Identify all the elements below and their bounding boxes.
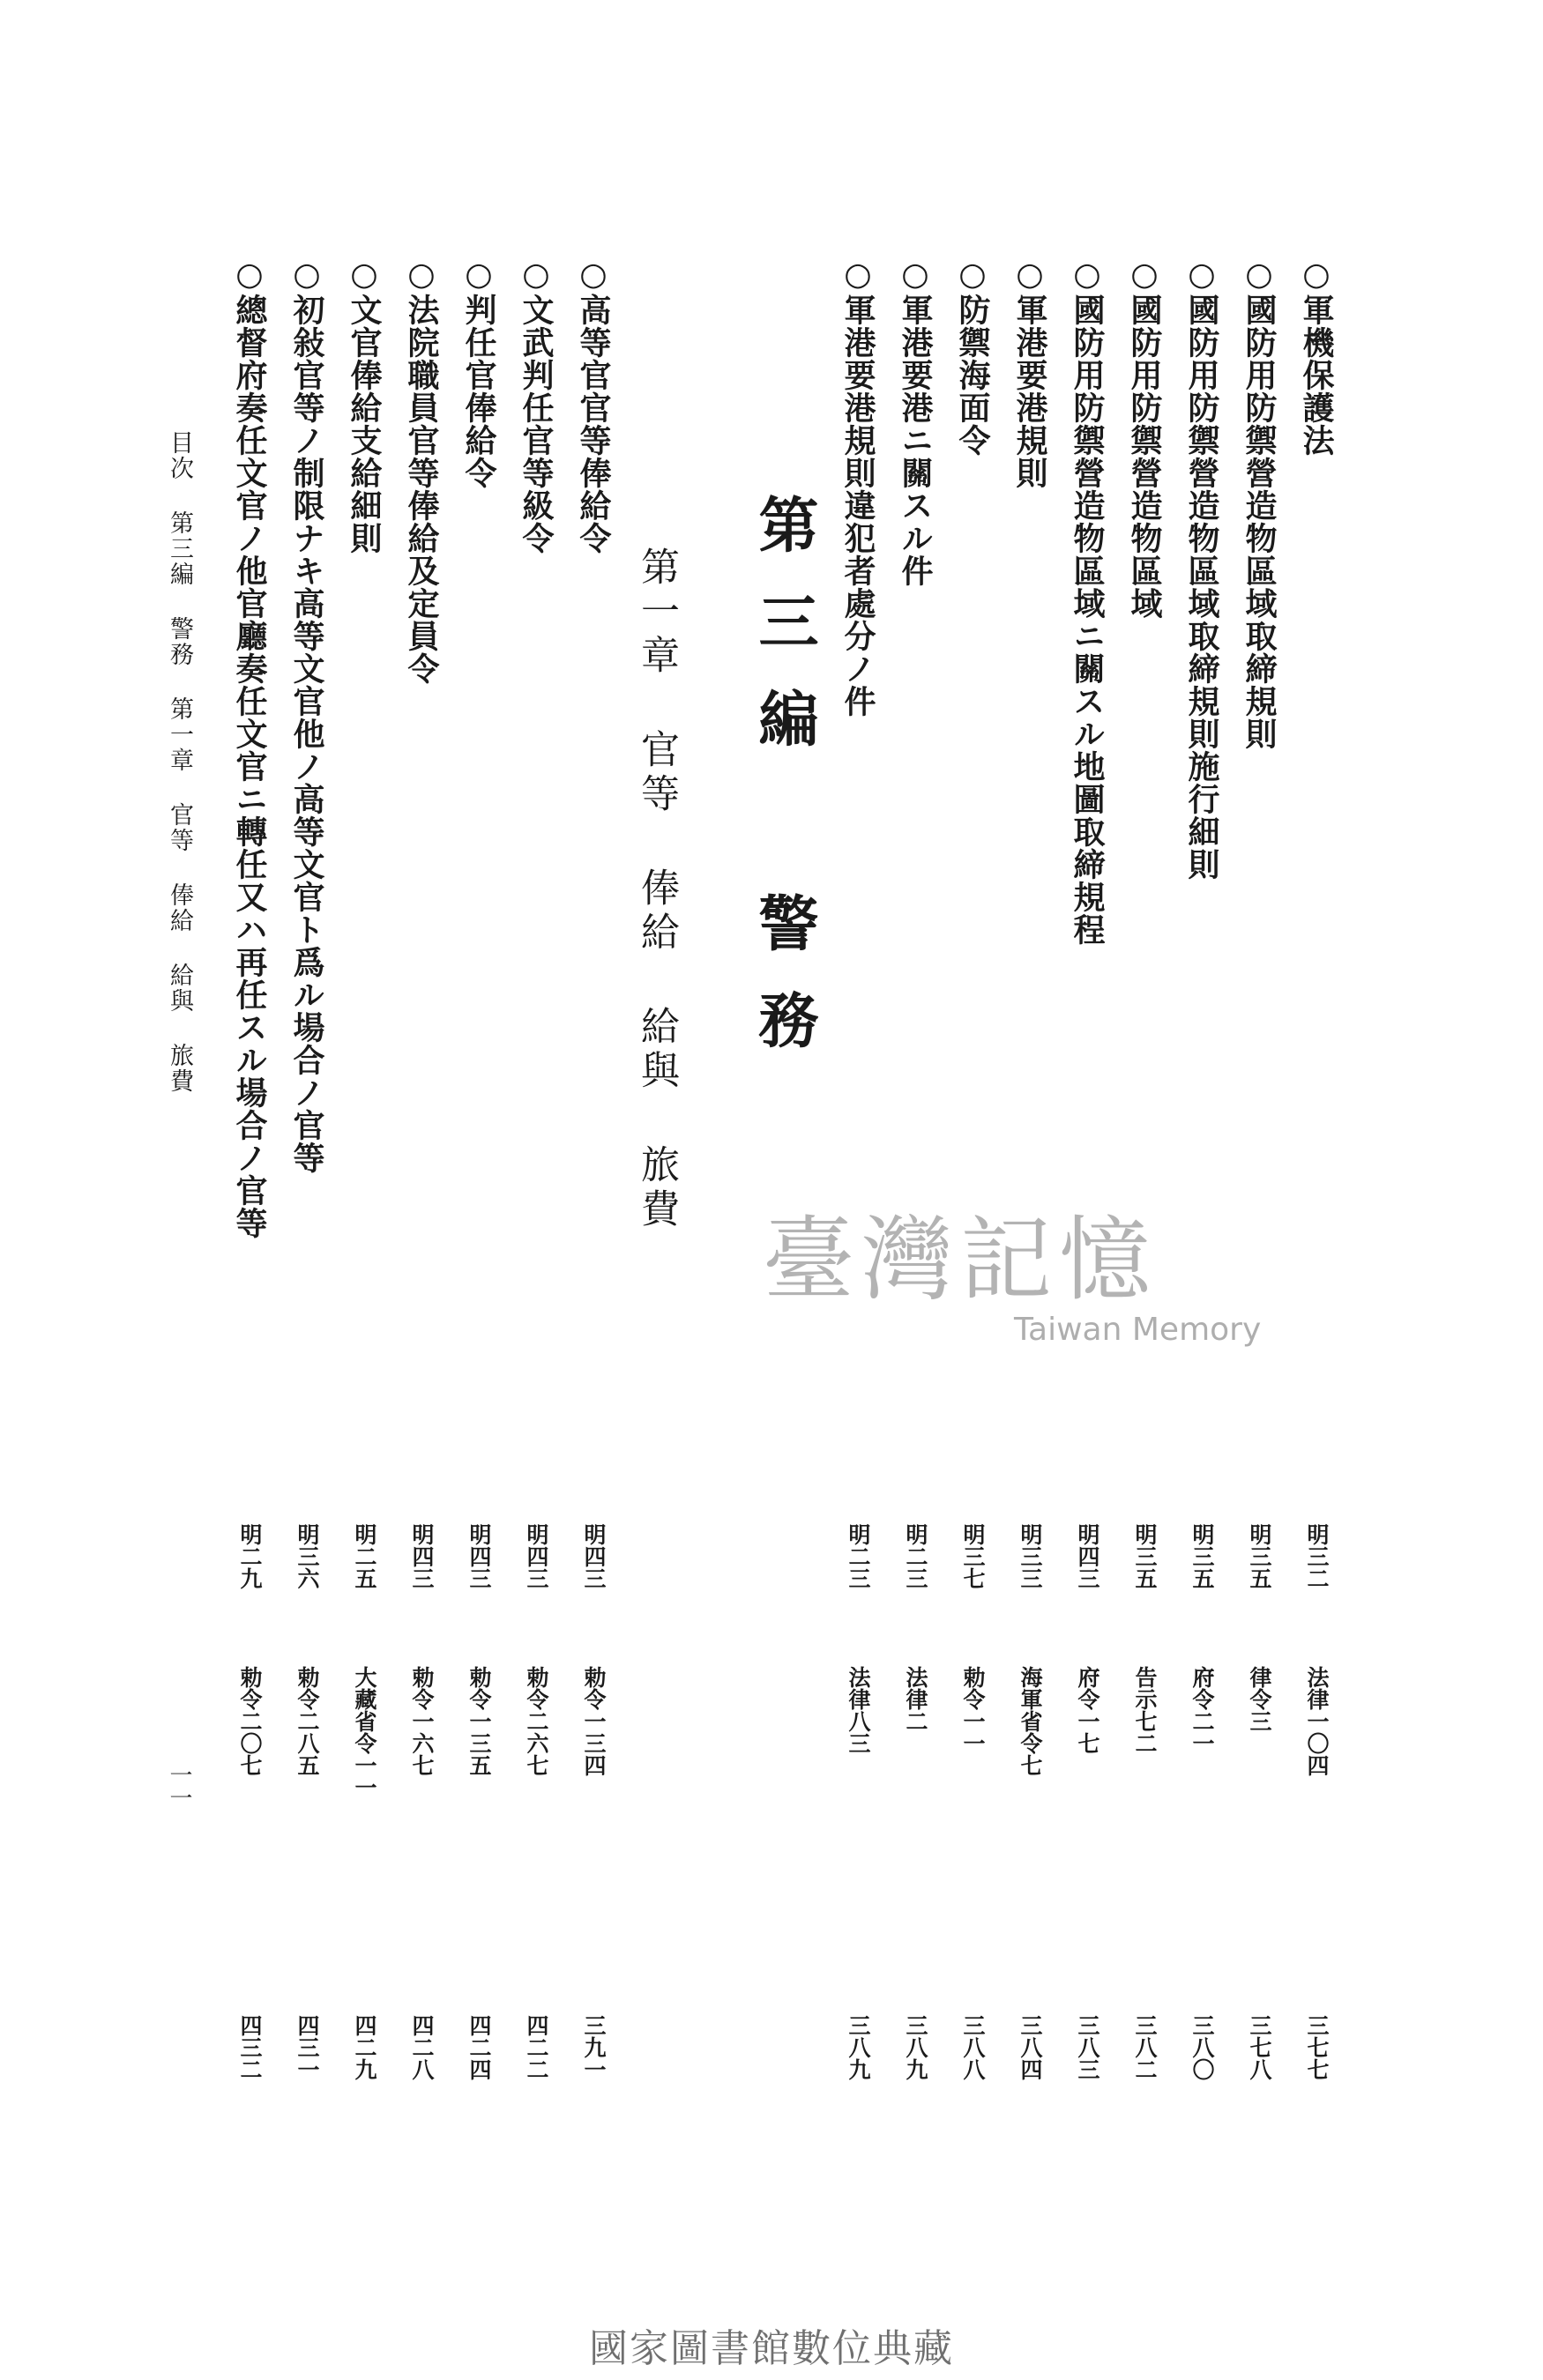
entry-year: 明三五 [1189, 1523, 1215, 1589]
entry-page: 三七八 [1247, 2014, 1272, 2080]
entry-law: 法律八三 [846, 1666, 871, 1754]
entry-year: 明三三 [1017, 1523, 1043, 1589]
entry-year: 明三二 [1304, 1523, 1330, 1589]
entry-year: 明三七 [960, 1523, 986, 1589]
entry-page: 四二九 [352, 2014, 377, 2080]
archive-stamp: 國家圖書館數位典藏 [589, 2326, 954, 2371]
entry-page: 三八八 [960, 2014, 986, 2080]
entry-year: 明四三 [409, 1523, 435, 1589]
entry-law: 法律二 [903, 1666, 928, 1732]
entry-year: 明四三 [466, 1523, 492, 1589]
entry-title: ○判任官俸給令 [460, 256, 497, 489]
entry-law: 法律一〇四 [1304, 1666, 1330, 1776]
entry-title: ○總督府奏任文官ノ他官廳奏任文官ニ轉任又ハ再任スル場合ノ官等 [231, 256, 268, 1239]
entry-title: ○文武判任官等級令 [518, 256, 555, 554]
chapter-heading: 第一章 官等 俸給 給與 旅費 [634, 547, 679, 1232]
entry-law: 勅令二八五 [294, 1666, 320, 1776]
entry-year: 明二三 [903, 1523, 928, 1589]
entry-year: 明四三 [1075, 1523, 1100, 1589]
entry-page: 四二四 [466, 2014, 492, 2080]
entry-year: 明三五 [1247, 1523, 1272, 1589]
entry-title: ○國防用防禦營造物區域取締規則 [1241, 256, 1278, 750]
entry-title: ○國防用防禦營造物區域ニ關スル地圖取締規程 [1069, 256, 1106, 946]
part-heading: 第三編 警務 [749, 494, 819, 1086]
entry-year: 明二三 [846, 1523, 871, 1589]
entry-page: 三八四 [1017, 2014, 1043, 2080]
entry-law: 府令一七 [1075, 1666, 1100, 1754]
entry-law: 勅令二〇七 [237, 1666, 263, 1776]
entry-page: 四三一 [294, 2014, 320, 2080]
entry-year: 明三六 [294, 1523, 320, 1589]
entry-law: 勅令一三五 [466, 1666, 492, 1776]
entry-title: ○軍港要港ニ關スル件 [897, 256, 934, 587]
entry-page: 四二二 [524, 2014, 549, 2080]
running-head: 目次 第三編 警務 第一章 官等 俸給 給與 旅費 [166, 430, 193, 1094]
entry-law: 告示七二 [1132, 1666, 1158, 1754]
entry-year: 明四三 [524, 1523, 549, 1589]
entry-page: 三八二 [1132, 2014, 1158, 2080]
entry-year: 明二九 [237, 1523, 263, 1589]
watermark-logo: 臺灣記憶 [763, 1206, 1159, 1313]
entry-title: ○軍港要港規則 [1011, 256, 1048, 489]
entry-page: 三八九 [903, 2014, 928, 2080]
entry-page: 三八〇 [1189, 2014, 1215, 2080]
entry-law: 律令三 [1247, 1666, 1272, 1732]
watermark-caption: Taiwan Memory [1014, 1312, 1262, 1348]
entry-title: ○法院職員官等俸給及定員令 [403, 256, 440, 685]
entry-law: 勅令二六七 [524, 1666, 549, 1776]
entry-law: 大藏省令一一 [352, 1666, 377, 1798]
entry-page: 三九一 [581, 2014, 607, 2080]
entry-title: ○初敍官等ノ制限ナキ高等文官他ノ高等文官ト爲ル場合ノ官等 [288, 256, 325, 1174]
entry-year: 明三五 [1132, 1523, 1158, 1589]
entry-page: 三七七 [1304, 2014, 1330, 2080]
entry-title: ○文官俸給支給細則 [346, 256, 383, 554]
entry-title: ○高等官官等俸給令 [575, 256, 612, 554]
entry-title: ○國防用防禦營造物區域取締規則施行細則 [1183, 256, 1220, 881]
entry-law: 海軍省令七 [1017, 1666, 1043, 1776]
entry-title: ○防禦海面令 [954, 256, 991, 457]
entry-page: 三八九 [846, 2014, 871, 2080]
entry-law: 勅令一一 [960, 1666, 986, 1754]
entry-page: 四二八 [409, 2014, 435, 2080]
entry-page: 四三二 [237, 2014, 263, 2080]
entry-page: 三八三 [1075, 2014, 1100, 2080]
entry-title: ○國防用防禦營造物區域 [1126, 256, 1163, 620]
entry-year: 明二五 [352, 1523, 377, 1589]
entry-law: 勅令一三四 [581, 1666, 607, 1776]
entry-year: 明四三 [581, 1523, 607, 1589]
entry-law: 府令二一 [1189, 1666, 1215, 1754]
entry-law: 勅令一六七 [409, 1666, 435, 1776]
entry-title: ○軍機保護法 [1298, 256, 1335, 457]
page-number: 一一 [166, 1763, 192, 1809]
entry-title: ○軍港要港規則違犯者處分ノ件 [839, 256, 876, 718]
